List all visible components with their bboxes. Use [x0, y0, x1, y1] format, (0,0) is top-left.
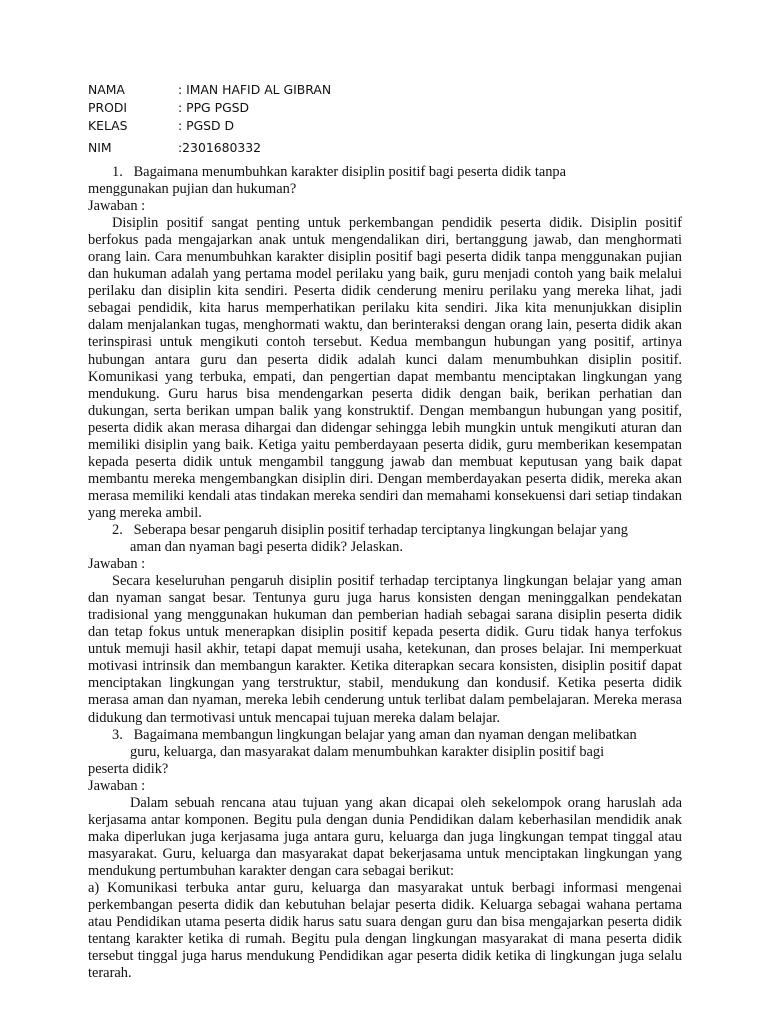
document-body: [88, 164, 682, 982]
kelas-label: KELAS: [88, 118, 128, 133]
kelas-value: : PGSD D: [178, 118, 235, 133]
answer-2-text: Secara keseluruhan pengaruh disiplin positif terhadap terciptanya lingkungan belajar yang aman dan nyaman sangat besar. Tentunya guru juga harus konsisten dengan meninggalkan pendekatan tradisional yang menggunakan hukuman dan pemberian hadiah sebagai sarana disiplin peserta didik dan tetap fokus untuk menerapkan disiplin positif kepada peserta didik. Guru tidak hanya terfokus untuk memuji hasil akhir, tetapi dapat memuji usaha, ketekunan, dan proses belajar. Ini memperkuat motivasi intrinsik dan membangun karakter. Ketika diterapkan secara konsisten, disiplin positif dapat menciptakan lingkungan yang terstruktur, stabil, mendukung dan kondusif. Ketika peserta didik merasa aman dan nyaman, mereka lebih cenderung untuk terlibat dalam pembelajaran. Mereka merasa didukung dan termotivasi untuk mencapai tujuan mereka dalam belajar.: [88, 573, 682, 726]
nim-value: :2301680332: [178, 140, 262, 155]
answer-1-text: Disiplin positif sangat penting untuk perkembangan pendidik peserta didik. Disiplin positif berfokus pada mengajarkan anak untuk mengendalikan diri, bertanggung jawab, dan menghormati orang lain. Cara menumbuhkan karakter disiplin positif bagi peserta didik tanpa menggunakan pujian dan hukuman adalah yang pertama model perilaku yang baik, guru menjadi contoh yang baik melalui perilaku dan disiplin kita sendiri. Peserta didik cenderung meniru perilaku yang mereka lihat, jadi sebagai pendidik, kita harus memperhatikan perilaku kita sendiri. Jika kita menunjukkan disiplin dalam menjalankan tugas, menghormati waktu, dan berinteraksi dengan orang lain, peserta didik akan terinspirasi untuk mengikuti contoh tersebut. Kedua membangun hubungan yang positif, artinya hubungan antara guru dan peserta didik adalah kunci dalam menumbuhkan disiplin positif. Komunikasi yang terbuka, empati, dan pengertian dapat membantu menciptakan lingkungan yang mendukung. Guru harus bisa mendengarkan peserta didik dengan baik, berikan perhatian dan dukungan, serta berikan umpan balik yang konstruktif. Dengan membangun hubungan yang positif, peserta didik akan merasa dihargai dan didengar sehingga lebih mungkin untuk mengikuti aturan dan memiliki disiplin yang baik. Ketiga yaitu pemberdayaan peserta didik, guru memberikan kesempatan kepada peserta didik untuk mengambil tanggung jawab dan membuat keputusan yang baik dapat membantu mereka mengembangkan disiplin diri. Dengan memberdayakan peserta didik, mereka akan merasa memiliki kendali atas tindakan mereka sendiri dan memahami konsekuensi dari setiap tindakan yang mereka ambil.: [88, 215, 682, 521]
nama-label: NAMA: [88, 82, 125, 97]
answer-3-point-a: a) Komunikasi terbuka antar guru, keluarga dan masyarakat untuk berbagi informasi mengenai perkembangan peserta didik dan kebutuhan belajar peserta didik. Keluarga sebagai wahana pertama atau Pendidikan utama peserta didik harus satu suara dengan guru dan bisa mengajarkan peserta didik tentang karakter ketika di rumah. Begitu pula dengan lingkungan masyarakat di mana peserta didik tersebut tinggal juga harus mendukung Pendidikan agar peserta didik ketika di lingkungan juga selalu terarah.: [88, 879, 682, 982]
prodi-value: : PPG PGSD: [178, 100, 250, 115]
answer-1-label: Jawaban :: [88, 198, 146, 215]
header-kelas-row: [88, 118, 234, 134]
question-2-line-1: 2. Seberapa besar pengaruh disiplin positif terhadap terciptanya lingkungan belajar yang: [112, 521, 628, 538]
answer-3-label: Jawaban :: [88, 777, 146, 794]
header-nim-row: [88, 140, 261, 156]
nama-value: : IMAN HAFID AL GIBRAN: [178, 82, 332, 97]
prodi-label: PRODI: [88, 100, 128, 115]
nim-label: NIM: [88, 140, 112, 155]
question-3-line-2: guru, keluarga, dan masyarakat dalam menumbuhkan karakter disiplin positif bagi: [130, 743, 605, 760]
answer-3-text: Dalam sebuah rencana atau tujuan yang akan dicapai oleh sekelompok orang haruslah ada kerjasama antar komponen. Begitu pula dengan dunia Pendidikan dalam keberhasilan mendidik anak maka diperlukan juga kerjasama juga antara guru, keluarga dan juga lingkungan tempat tinggal atau masyarakat. Guru, keluarga dan masyarakat dapat bekerjasama untuk menciptakan lingkungan yang mendukung pertumbuhan karakter dengan cara sebagai berikut:: [88, 794, 682, 879]
header-nama-row: [88, 82, 331, 98]
question-3-line-3: peserta didik?: [88, 760, 169, 777]
header-prodi-row: [88, 100, 249, 116]
question-1-line-1: 1. Bagaimana menumbuhkan karakter disiplin positif bagi peserta didik tanpa: [112, 164, 566, 180]
question-2-line-2: aman dan nyaman bagi peserta didik? Jelaskan.: [130, 539, 403, 556]
answer-2-label: Jawaban :: [88, 556, 146, 573]
question-3-line-1: 3. Bagaimana membangun lingkungan belajar yang aman dan nyaman dengan melibatkan: [112, 726, 637, 743]
question-1-line-2: menggunakan pujian dan hukuman?: [88, 181, 297, 198]
